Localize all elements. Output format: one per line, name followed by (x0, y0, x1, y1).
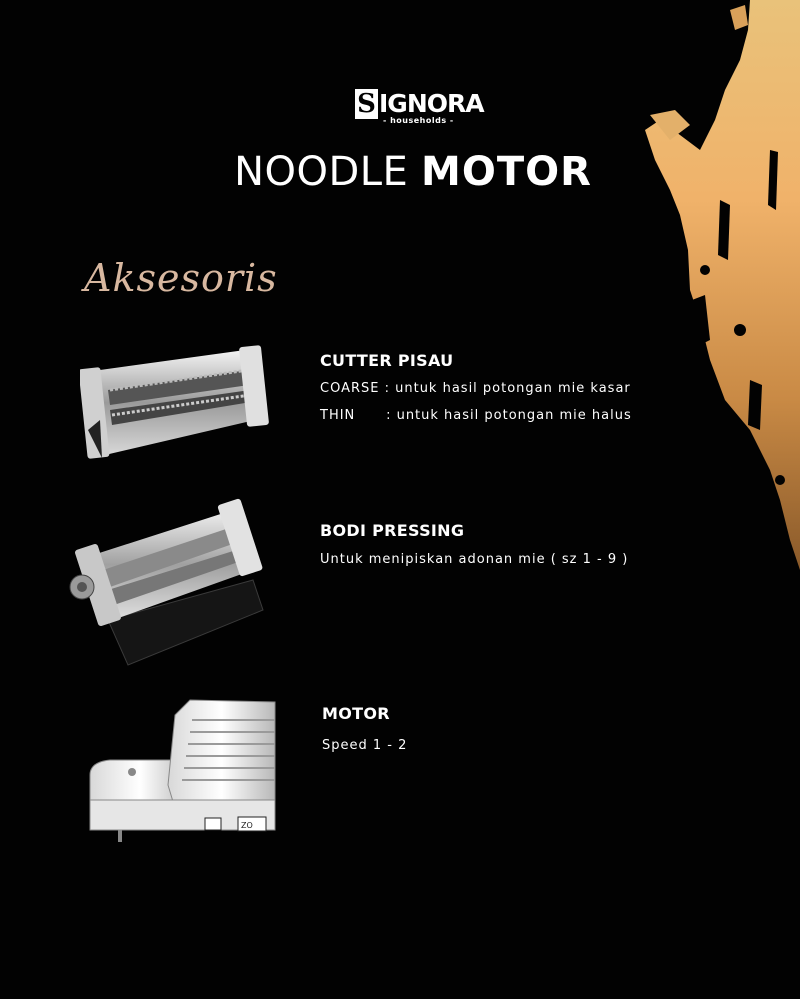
logo-letter: S (355, 89, 378, 119)
logo-subtitle: - households - (383, 116, 454, 125)
pressing-text: Untuk menipiskan adonan mie ( sz 1 - 9 ) (320, 552, 629, 567)
title-bold: MOTOR (421, 149, 592, 195)
motor-switch-label: ZO (241, 821, 253, 830)
title-light: NOODLE (234, 149, 409, 195)
gold-brush-splash (630, 0, 800, 570)
section-heading: Aksesoris (84, 256, 278, 300)
cutter-coarse-text: COARSE : untuk hasil potongan mie kasar (320, 381, 631, 396)
page-title (0, 144, 800, 200)
cutter-thin-text: THIN : untuk hasil potongan mie halus (320, 408, 632, 423)
motor-heading: MOTOR (322, 704, 390, 723)
pressing-body-image (68, 495, 273, 670)
pressing-heading: BODI PRESSING (320, 521, 465, 540)
motor-speed-text: Speed 1 - 2 (322, 738, 408, 753)
cutter-heading: CUTTER PISAU (320, 351, 454, 370)
logo-word: IGNORA (379, 89, 484, 118)
motor-image (80, 690, 280, 845)
signora-logo (353, 88, 484, 126)
cutter-blade-image (80, 340, 275, 465)
